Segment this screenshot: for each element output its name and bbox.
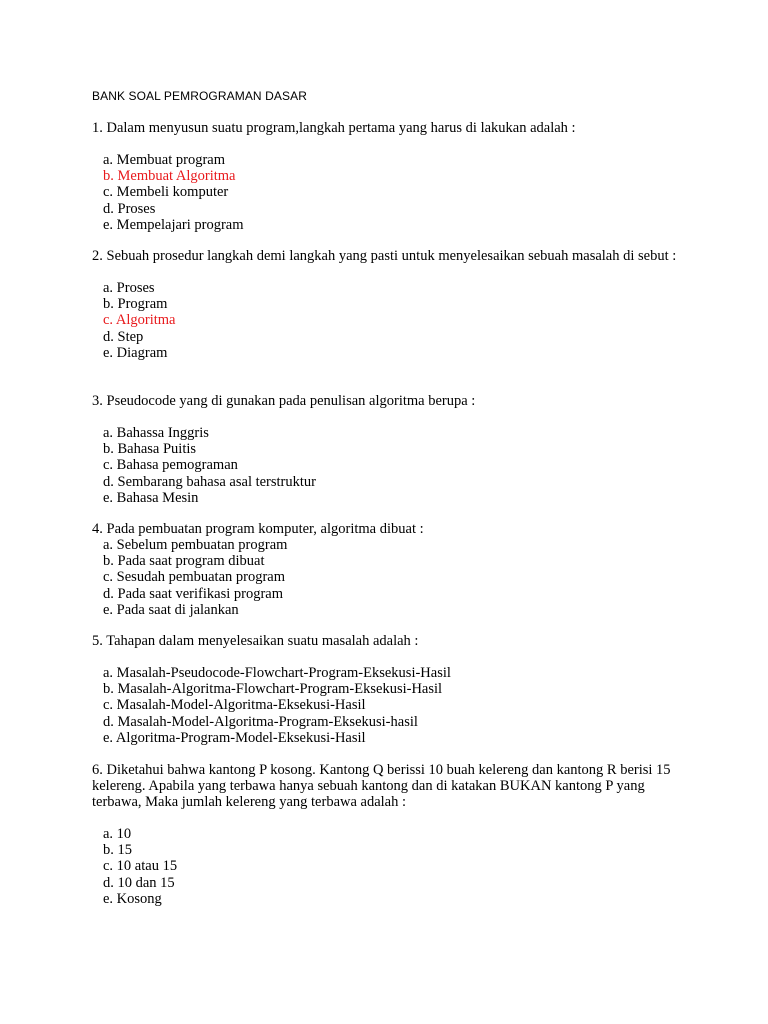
option-e: e. Kosong — [103, 890, 162, 907]
option-c: c. Masalah-Model-Algoritma-Eksekusi-Hasil — [103, 697, 366, 714]
question-4 — [92, 521, 682, 618]
question-text: 1. Dalam menyusun suatu program,langkah pertama yang harus di lakukan adalah : — [92, 120, 576, 136]
option-a: a. 10 — [103, 826, 132, 842]
option-d: d. Step — [103, 328, 144, 345]
option-c: c. Algoritma — [103, 312, 176, 329]
question-1 — [92, 120, 682, 233]
document-title: BANK SOAL PEMROGRAMAN DASAR — [92, 89, 307, 103]
option-b: b. 15 — [103, 842, 132, 859]
option-e: e. Bahasa Mesin — [103, 489, 199, 506]
option-c: c. Bahasa pemograman — [103, 457, 238, 474]
option-d: d. Pada saat verifikasi program — [103, 585, 283, 602]
option-e: e. Pada saat di jalankan — [103, 601, 239, 618]
question-3 — [92, 393, 682, 506]
option-e: e. Diagram — [103, 344, 168, 361]
option-d: d. Masalah-Model-Algoritma-Program-Eksekusi-hasil — [103, 713, 418, 730]
option-d: d. 10 dan 15 — [103, 874, 175, 891]
question-6 — [92, 762, 682, 907]
question-text: 2. Sebuah prosedur langkah demi langkah yang pasti untuk menyelesaikan sebuah masalah di sebut : — [92, 248, 677, 264]
options-list — [92, 537, 682, 618]
question-text: 6. Diketahui bahwa kantong P kosong. Kantong Q berissi 10 buah kelereng dan kantong R berisi 15 kelereng. Apabila yang terbawa hanya sebuah kantong dan di katakan BUKAN kantong P yang terbawa, Maka jumlah kelereng yang terbawa adalah : — [92, 762, 671, 810]
option-c: c. Membeli komputer — [103, 184, 229, 201]
option-e: e. Algoritma-Program-Model-Eksekusi-Hasil — [103, 729, 366, 746]
option-d: d. Sembarang bahasa asal terstruktur — [103, 473, 316, 490]
options-list — [92, 665, 682, 746]
option-c: c. Sesudah pembuatan program — [103, 569, 286, 586]
options-list — [92, 280, 682, 361]
option-b: b. Masalah-Algoritma-Flowchart-Program-Eksekusi-Hasil — [103, 681, 443, 698]
option-c: c. 10 atau 15 — [103, 858, 178, 875]
options-list — [92, 152, 682, 233]
options-list — [92, 826, 682, 907]
option-a: a. Sebelum pembuatan program — [103, 537, 288, 553]
question-5 — [92, 633, 682, 746]
option-a: a. Bahassa Inggris — [103, 425, 209, 441]
option-b: b. Pada saat program dibuat — [103, 553, 265, 570]
question-text: 3. Pseudocode yang di gunakan pada penulisan algoritma berupa : — [92, 393, 476, 409]
option-a: a. Masalah-Pseudocode-Flowchart-Program-Eksekusi-Hasil — [103, 665, 451, 681]
options-list — [92, 425, 682, 506]
option-a: a. Proses — [103, 280, 155, 296]
option-b: b. Bahasa Puitis — [103, 441, 197, 458]
option-b: b. Program — [103, 296, 168, 313]
question-text: 5. Tahapan dalam menyelesaikan suatu masalah adalah : — [92, 633, 419, 649]
option-a: a. Membuat program — [103, 152, 226, 168]
question-2 — [92, 248, 682, 361]
option-e: e. Mempelajari program — [103, 216, 244, 233]
option-d: d. Proses — [103, 200, 156, 217]
option-b: b. Membuat Algoritma — [103, 168, 236, 185]
question-text: 4. Pada pembuatan program komputer, algoritma dibuat : — [92, 521, 424, 537]
